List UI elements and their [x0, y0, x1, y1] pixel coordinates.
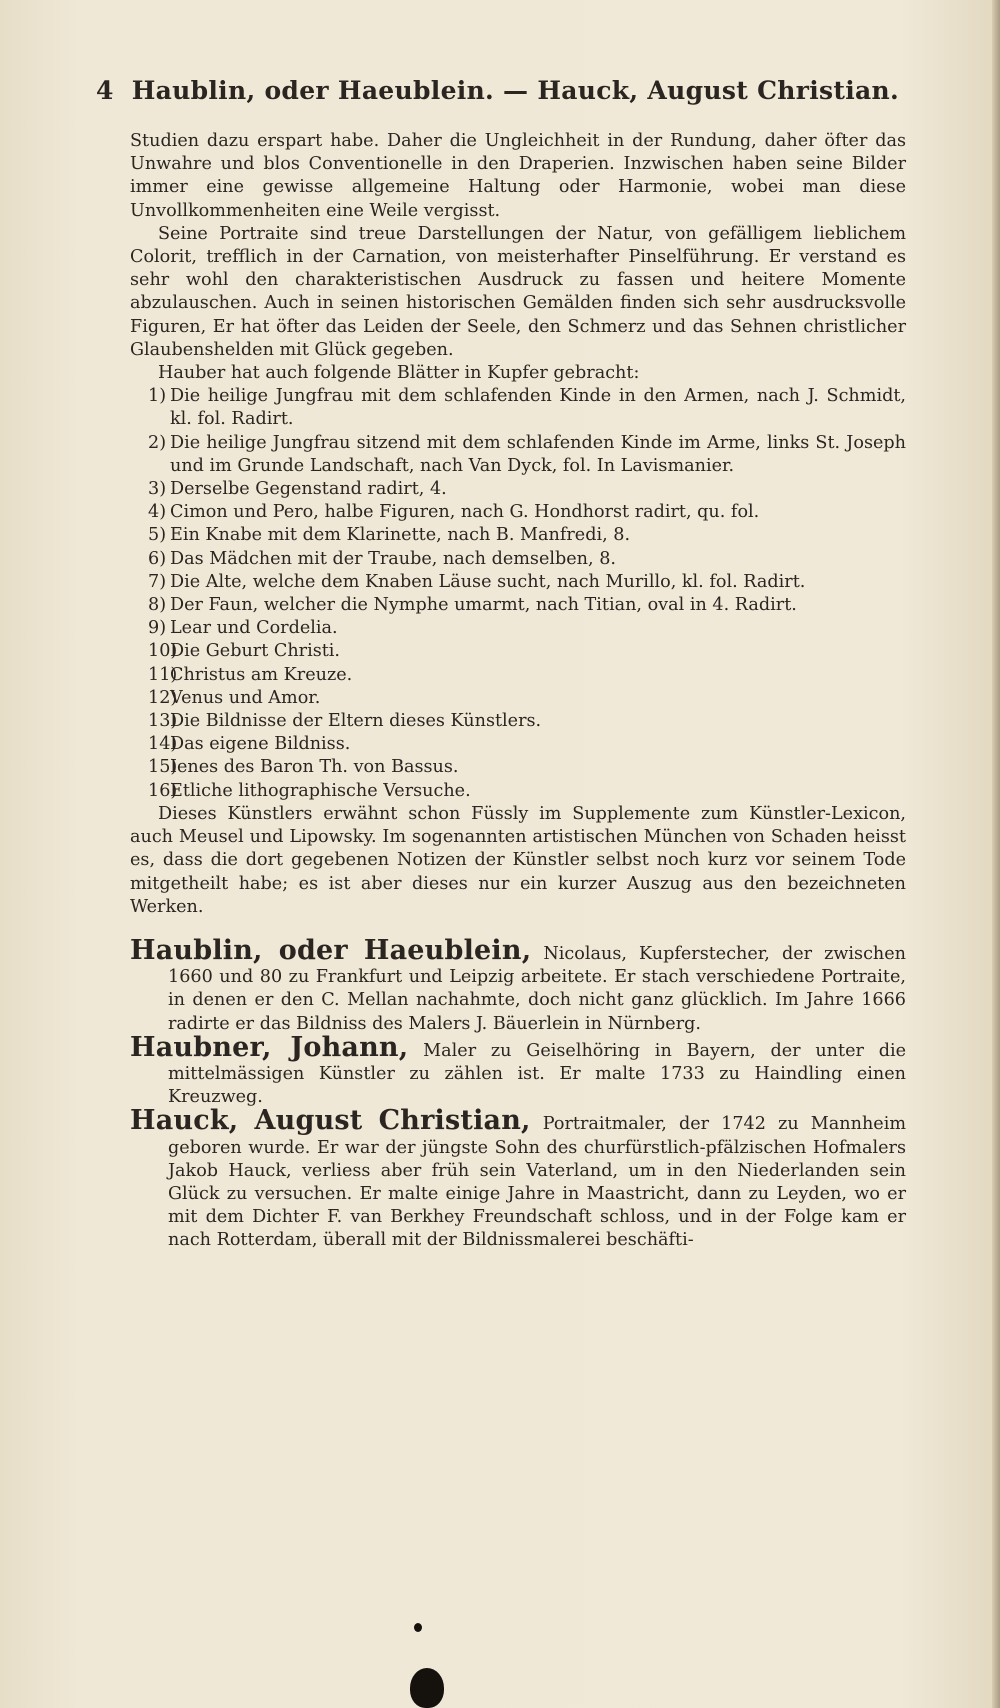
- work-item: [130, 687, 906, 710]
- work-item: [130, 617, 906, 640]
- work-number: 8): [148, 595, 167, 616]
- page-number: 4: [96, 76, 114, 105]
- work-text: Ein Knabe mit dem Klarinette, nach B. Manfredi, 8.: [170, 525, 631, 546]
- work-text: Lear und Cordelia.: [170, 618, 338, 639]
- entry-haubner: [130, 1031, 906, 1110]
- work-number: 11): [148, 664, 178, 685]
- entry-text: Portraitmaler, der 1742 zu Mannheim geboren wurde. Er war der jüngste Sohn des churfürstlich-pfälzischen Hofmalers Jakob Hauck, verliess aber früh sein Vaterland, um in den Niederlanden sein Glück zu versuchen. Er malte einige Jahre in Maastricht, dann zu Leyden, wo er mit dem Dichter F. van Berkhey Freundschaft schloss, und in der Folge kam er nach Rotterdam, überall mit der Bildnissmalerei beschäfti-: [168, 1114, 907, 1251]
- entry-text: Maler zu Geiselhöring in Bayern, der unter die mittelmässigen Künstler zu zählen ist. Er malte 1733 zu Haindling einen Kreuzweg.: [168, 1040, 906, 1108]
- work-text: Venus und Amor.: [170, 687, 321, 708]
- entry-headword: Haubner, Johann,: [130, 1031, 409, 1063]
- work-item: [130, 385, 906, 431]
- work-text: Die heilige Jungfrau sitzend mit dem schlafenden Kinde im Arme, links St. Joseph und im Grunde Landschaft, nach Van Dyck, fol. In Lavismanier.: [170, 432, 906, 476]
- work-number: 3): [148, 479, 167, 500]
- work-item: [130, 640, 906, 663]
- work-text: Ienes des Baron Th. von Bassus.: [170, 757, 459, 778]
- work-text: Das eigene Bildniss.: [170, 734, 351, 755]
- work-item: [130, 733, 906, 756]
- work-item: [130, 756, 906, 779]
- work-number: 10): [148, 641, 178, 662]
- running-title: Haublin, oder Haeublein. — Hauck, August Christian.: [131, 76, 900, 105]
- work-text: Etliche lithographische Versuche.: [170, 780, 471, 801]
- work-item: [130, 478, 906, 501]
- ink-spot-small: [414, 1623, 422, 1632]
- work-item: [130, 780, 906, 803]
- closing-paragraph: Dieses Künstlers erwähnt schon Füssly im Supplemente zum Künstler-Lexicon, auch Meusel und Lipowsky. Im sogenannten artistischen München von Schaden heisst es, dass die dort gegebenen Notizen der Künstler selbst noch kurz vor seinem Tode mitgetheilt habe; es ist aber dieses nur ein kurzer Auszug aus den bezeichneten Werken.: [130, 803, 906, 917]
- work-item: [130, 664, 906, 687]
- work-text: Die Geburt Christi.: [170, 641, 341, 662]
- work-number: 4): [148, 502, 167, 523]
- work-item: [130, 524, 906, 547]
- work-number: 14): [148, 734, 178, 755]
- work-number: 12): [148, 687, 178, 708]
- work-number: 7): [148, 571, 167, 592]
- ink-blot: [410, 1668, 444, 1708]
- work-text: Die Bildnisse der Eltern dieses Künstlers.: [170, 711, 542, 732]
- entry-headword: Haublin, oder Haeublein,: [130, 934, 532, 966]
- entry-headword: Hauck, August Christian,: [130, 1105, 531, 1137]
- page-edge: [992, 0, 1000, 1708]
- work-text: Derselbe Gegenstand radirt, 4.: [170, 479, 447, 500]
- work-text: Die Alte, welche dem Knaben Läuse sucht, nach Murillo, kl. fol. Radirt.: [170, 571, 806, 592]
- work-number: 6): [148, 548, 167, 569]
- work-text: Das Mädchen mit der Traube, nach demselben, 8.: [170, 548, 616, 569]
- work-item: [130, 501, 906, 524]
- work-item: [130, 548, 906, 571]
- entry-haublin: [130, 934, 907, 1036]
- work-item: [130, 432, 906, 478]
- intro-paragraph-portraits: Seine Portraite sind treue Darstellungen der Natur, von gefälligem lieblichem Colorit, trefflich in der Carnation, von meisterhafter Pinselführung. Er verstand es sehr wohl den charakteristischen Ausdruck zu fassen und heitere Momente abzulauschen. Auch in seinen historischen Gemälden finden sich sehr ausdrucksvolle Figuren, Er hat öfter das Leiden der Seele, den Schmerz und das Sehnen christlicher Glaubenshelden mit Glück gegeben.: [130, 223, 906, 360]
- work-item: [130, 710, 906, 733]
- work-text: Die heilige Jungfrau mit dem schlafenden Kinde in den Armen, nach J. Schmidt, kl. fol. Radirt.: [170, 386, 906, 430]
- work-text: Christus am Kreuze.: [170, 664, 353, 685]
- work-number: 16): [148, 780, 178, 801]
- running-header: [96, 76, 899, 105]
- entry-hauck: [130, 1105, 907, 1252]
- work-number: 1): [148, 386, 167, 407]
- works-intro: Hauber hat auch folgende Blätter in Kupfer gebracht:: [158, 363, 640, 384]
- page-body: [130, 130, 906, 1253]
- work-number: 2): [148, 432, 167, 453]
- work-number: 9): [148, 618, 167, 639]
- work-item: [130, 571, 906, 594]
- work-number: 13): [148, 711, 178, 732]
- intro-paragraph-continued: Studien dazu erspart habe. Daher die Ungleichheit in der Rundung, daher öfter das Unwahre und blos Conventionelle in den Draperien. Inzwischen haben seine Bilder immer eine gewisse allgemeine Haltung oder Harmonie, wobei man diese Unvollkommenheiten eine Weile vergisst.: [130, 131, 906, 221]
- work-text: Cimon und Pero, halbe Figuren, nach G. Hondhorst radirt, qu. fol.: [170, 502, 760, 523]
- entry-text: Nicolaus, Kupferstecher, der zwischen 1660 und 80 zu Frankfurt und Leipzig arbeitete. Er stach verschiedene Portraite, in denen er den C. Mellan nachahmte, doch nicht ganz glücklich. Im Jahre 1666 radirte er das Bildniss des Malers J. Bäuerlein in Nürnberg.: [168, 943, 907, 1034]
- works-list: [130, 385, 906, 803]
- work-number: 5): [148, 525, 167, 546]
- work-item: [130, 594, 906, 617]
- work-number: 15): [148, 757, 178, 778]
- work-text: Der Faun, welcher die Nymphe umarmt, nach Titian, oval in 4. Radirt.: [170, 595, 797, 616]
